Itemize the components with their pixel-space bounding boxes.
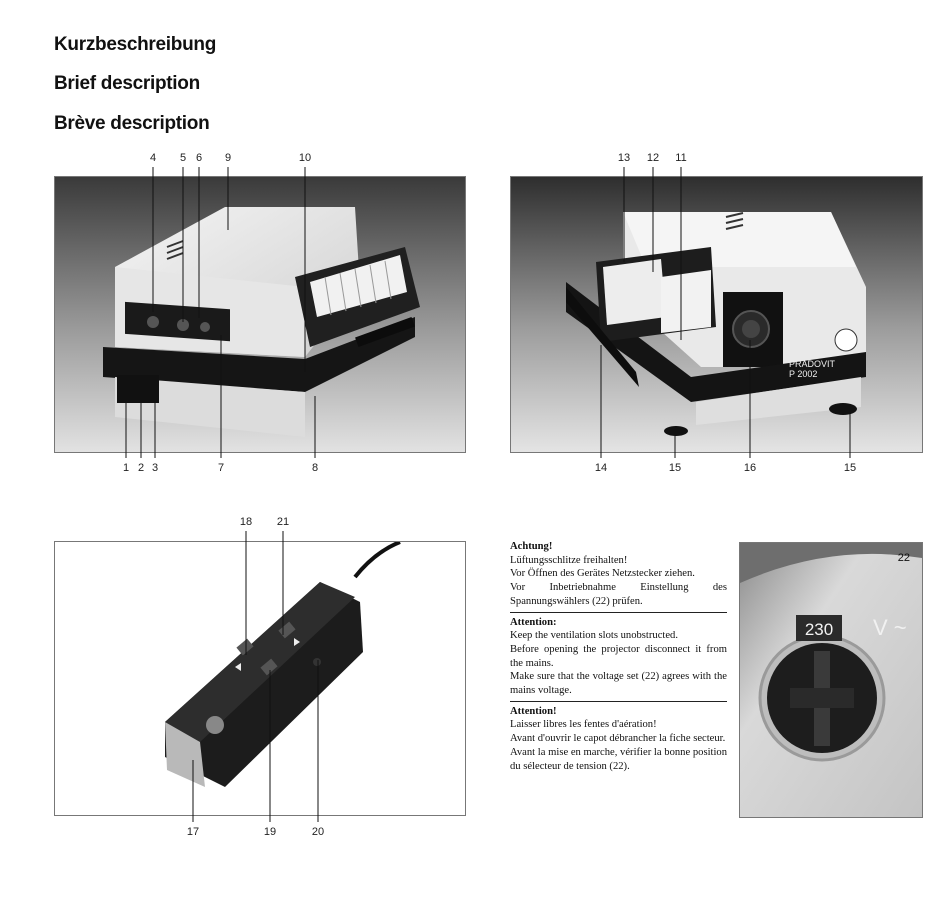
callout-19: 19 xyxy=(263,826,277,838)
callout-8: 8 xyxy=(311,462,319,474)
callout-9: 9 xyxy=(224,152,232,164)
callout-3: 3 xyxy=(151,462,159,474)
notes-line: Vor Öffnen des Gerätes Netzstecker ziehen. xyxy=(510,568,695,580)
heading-english: Brief description xyxy=(54,73,200,94)
notes-line: Laisser libres les fentes d'aération! xyxy=(510,719,657,731)
voltage-unit: V ~ xyxy=(873,615,907,640)
callout-11: 11 xyxy=(675,152,687,164)
notes-german-title: Achtung! xyxy=(510,541,553,552)
divider xyxy=(510,612,727,613)
notes-german xyxy=(510,540,727,609)
projector-photo-right xyxy=(510,176,923,453)
callout-1: 1 xyxy=(122,462,130,474)
callout-6: 6 xyxy=(195,152,203,164)
callout-15-right: 15 xyxy=(843,462,857,474)
callout-14: 14 xyxy=(594,462,608,474)
divider xyxy=(510,701,727,702)
brand-line-1: PRADOVIT xyxy=(789,359,836,369)
notes-english xyxy=(510,616,727,698)
notes-line: Avant d'ouvrir le capot débrancher la fiche secteur. xyxy=(510,733,726,745)
callout-21: 21 xyxy=(276,516,290,528)
brand-line-2: P 2002 xyxy=(789,369,818,379)
heading-german: Kurzbeschreibung xyxy=(54,34,216,55)
callout-12: 12 xyxy=(646,152,660,164)
notes-line: Before opening the projector disconnect it from the mains. xyxy=(510,643,727,669)
callout-18: 18 xyxy=(239,516,253,528)
callout-17: 17 xyxy=(186,826,200,838)
voltage-value: 230 xyxy=(804,620,834,639)
notes-line: Vor Inbetriebnahme Einstellung des Spannungswählers (22) prüfen. xyxy=(510,582,727,607)
notes-line: Keep the ventilation slots unobstructed. xyxy=(510,630,678,642)
remote-photo xyxy=(54,541,466,816)
notes-line: Make sure that the voltage set (22) agrees with the mains voltage. xyxy=(510,671,727,697)
callout-7: 7 xyxy=(217,462,225,474)
callout-15-left: 15 xyxy=(668,462,682,474)
callout-10: 10 xyxy=(298,152,312,164)
figure-voltage-selector xyxy=(739,542,923,818)
notes-french xyxy=(510,705,727,774)
callout-2: 2 xyxy=(137,462,145,474)
callout-4: 4 xyxy=(149,152,157,164)
callout-16: 16 xyxy=(743,462,757,474)
callout-5: 5 xyxy=(179,152,187,164)
notes-line: Lüftungsschlitze freihalten! xyxy=(510,554,628,566)
callout-22: 22 xyxy=(897,552,910,564)
notes-english-title: Attention: xyxy=(510,616,557,628)
notes-line: Avant la mise en marche, vérifier la bonne position du sélecteur de tension (22). xyxy=(510,746,727,772)
safety-notes xyxy=(510,540,727,773)
projector-photo-left xyxy=(54,176,466,453)
notes-french-title: Attention! xyxy=(510,705,557,717)
heading-french: Brève description xyxy=(54,113,210,134)
callout-13: 13 xyxy=(617,152,631,164)
callout-20: 20 xyxy=(311,826,325,838)
